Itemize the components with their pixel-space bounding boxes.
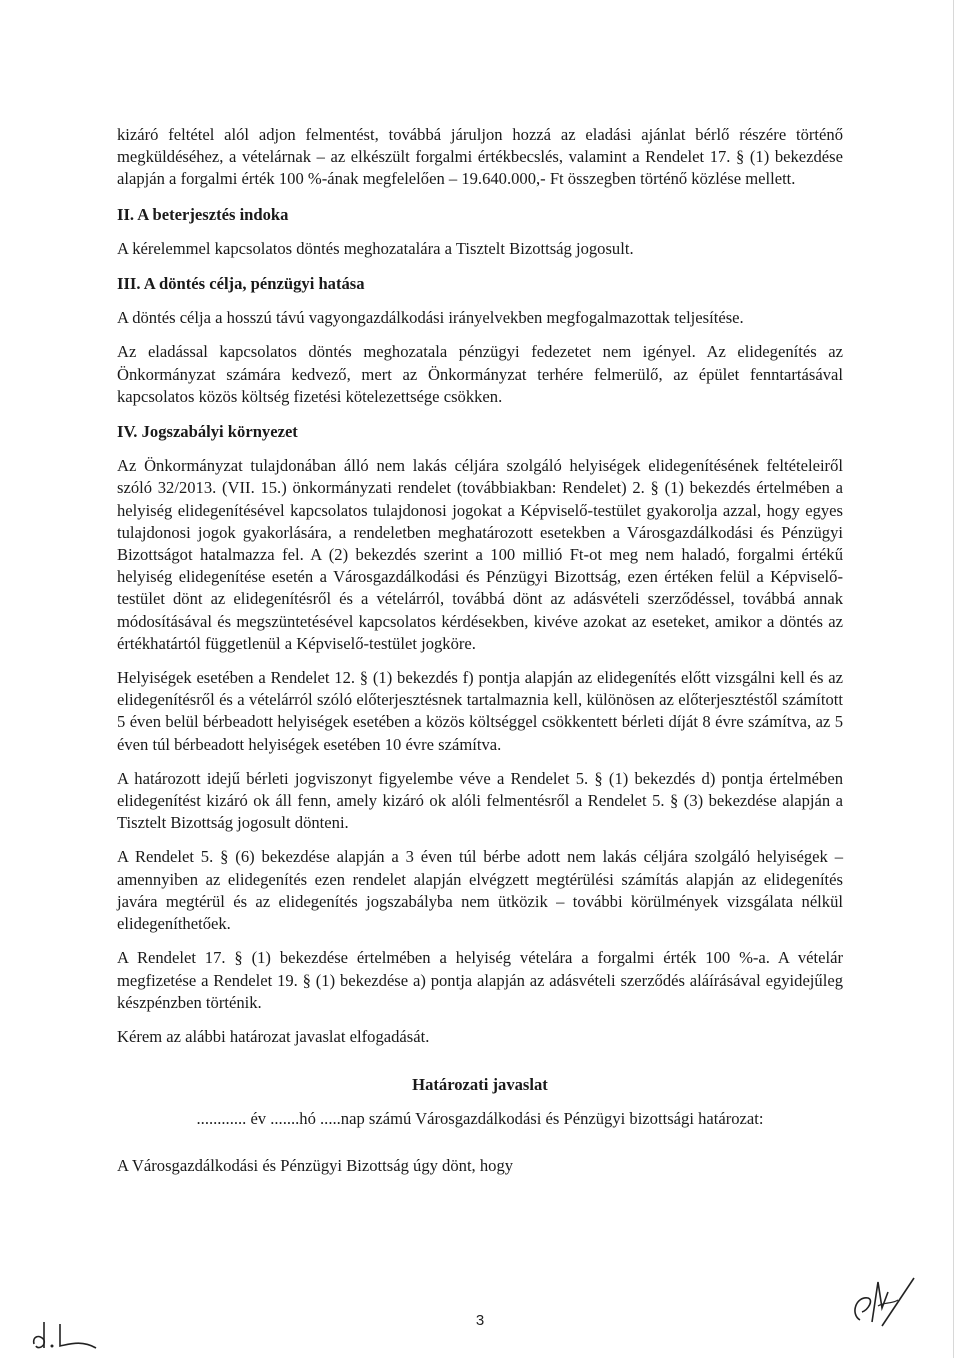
- section-4-heading: IV. Jogszabályi környezet: [117, 422, 298, 442]
- intro-paragraph: kizáró feltétel alól adjon felmentést, továbbá járuljon hozzá az eladási ajánlat bérlő részére történő megküldéséhez, a vételárnak – az elkészült forgalmi értékbecslés, valamint a Rendelet 17. § (1) bekezdése alapján a forgalmi érték 100 %-ának megfelelően – 19.640.000,- Ft összegben történő közlése mellett.: [117, 125, 843, 189]
- section-4-paragraph: Az Önkormányzat tulajdonában álló nem lakás céljára szolgáló helyiségek elidegenítésének feltételeiről szóló 32/2013. (VII. 15.) önkormányzati rendelet (továbbiakban: Rendelet) 2. § (1) bekezdés értelmében a helyiség elidegenítésével kapcsolatos tulajdonosi jogokat a Képviselő-testület gyakorolja azzal, hogy egyes tulajdonosi jogok gyakorlására, a rendeletben meghatározott esetekben a Városgazdálkodási és Pénzügyi Bizottságot hatalmazza fel. A (2) bekezdés szerint a 100 millió Ft-ot meg nem haladó, forgalmi értékű helyiség elidegenítése esetén a Városgazdálkodási és Pénzügyi Bizottság, ezen értéken felül a Képviselő-testület dönt az elidegenítésről és a vételárról, továbbá dönt az adásvételi szerződéssel, továbbá annak módosításával és megszüntetésével kapcsolatos kérdésekben, kivéve azokat az eseteket, amikor a döntés az értékhatártól függetlenül a Képviselő-testület jogköre.: [117, 456, 843, 653]
- page-number: 3: [475, 1312, 485, 1329]
- section-4-paragraph: A határozott idejű bérleti jogviszonyt figyelembe véve a Rendelet 5. § (1) bekezdés d) pontja értelmében elidegenítést kizáró ok áll fenn, amely kizáró ok alóli felmentésről a Rendelet 5. § (3) bekezdése alapján a Tisztelt Bizottság jogosult dönteni.: [117, 768, 843, 833]
- resolution-date-line: ............ év .......hó .....nap számú Városgazdálkodási és Pénzügyi bizottsági határozat:: [196, 1109, 764, 1129]
- section-2-heading: II. A beterjesztés indoka: [117, 204, 289, 224]
- scan-edge: [953, 0, 954, 1358]
- document-body: [117, 124, 843, 1177]
- section-3-paragraph: A döntés célja a hosszú távú vagyongazdálkodási irányelvekben megfogalmazottak teljesítése.: [117, 308, 744, 328]
- section-4-paragraph: Kérem az alábbi határozat javaslat elfogadását.: [117, 1026, 430, 1046]
- section-4-paragraph: Helyiségek esetében a Rendelet 12. § (1) bekezdés f) pontja alapján az elidegenítés előtt vizsgálni kell és az elidegenítésről és a vételárról szóló előterjesztésnek tartalmaznia kell, különösen az előterjesztéstől számított 5 éven belül bérbeadott helyiségek esetében a közös költséggel csökkentett bérleti díját 8 évre számítva, az 5 éven túl bérbeadott helyiségek esetében 10 évre számítva.: [117, 668, 843, 754]
- section-3-heading: III. A döntés célja, pénzügyi hatása: [117, 274, 365, 294]
- section-2-paragraph: A kérelemmel kapcsolatos döntés meghozatalára a Tisztelt Bizottság jogosult.: [117, 238, 634, 258]
- section-4-paragraph: A Rendelet 5. § (6) bekezdése alapján a 3 éven túl bérbe adott nem lakás céljára szolgáló helyiségek – amennyiben az elidegenítés ezen rendelet alapján elvégzett megtérülési számítás alapján az elidegenítés javára megtérül és az elidegenítés jogszabályba nem ütközik – további körülmények vizsgálata nélkül elidegeníthetőek.: [117, 847, 843, 934]
- resolution-decision-intro: A Városgazdálkodási és Pénzügyi Bizottság úgy dönt, hogy: [117, 1155, 514, 1175]
- section-3-paragraph: Az eladással kapcsolatos döntés meghozatala pénzügyi fedezetet nem igényel. Az elidegenítés az Önkormányzat számára kedvező, mert az Önkormányzat terhére felmerülő, az épület fenntartásával kapcsolatos közös költség fizetési kötelezettsége csökken.: [117, 342, 843, 406]
- resolution-title: Határozati javaslat: [412, 1075, 548, 1095]
- section-4-paragraph: A Rendelet 17. § (1) bekezdése értelmében a helyiség vételára a forgalmi érték 100 %-a. A vételár megfizetése a Rendelet 19. § (1) bekezdése a) pontja alapján az adásvételi szerződés aláírásával egyidejűleg készpénzben történik.: [117, 948, 843, 1012]
